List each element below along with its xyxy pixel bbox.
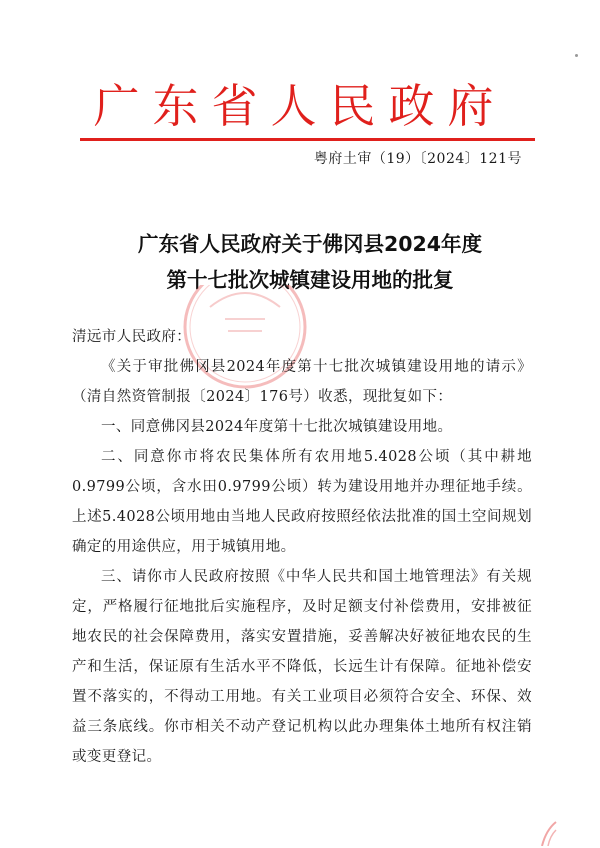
title-line-2: 第十七批次城镇建设用地的批复 bbox=[166, 268, 454, 292]
body-paragraph-1: 一、同意佛冈县2024年度第十七批次城镇建设用地。 bbox=[101, 419, 453, 435]
title-line-1: 广东省人民政府关于佛冈县2024年度 bbox=[137, 232, 483, 256]
salutation: 清远市人民政府： bbox=[72, 329, 192, 345]
body-paragraph-3: 三、请你市人民政府按照《中华人民共和国土地管理法》有关规定，严格履行征地批后实施程序，及时足额支付补偿费用，安排被征地农民的社会保障费用，落实安置措施，妥善解决好被征地农民的生产和生活，保证原有生活水平不降低，长远生计有保障。征地补偿安置不落实的，不得动工用地。有关工业项目必须符合安全、环保、效益三条底线。你市相关不动产登记机构以此办理集体土地所有权注销或变更登记。 bbox=[72, 569, 532, 765]
page-edge-seal-icon bbox=[540, 820, 558, 846]
document-body bbox=[72, 322, 532, 772]
document-title bbox=[60, 226, 560, 298]
issuer-heading: 广东省人民政府 bbox=[93, 79, 507, 133]
red-divider-line bbox=[80, 138, 535, 141]
body-paragraph-2: 二、同意你市将农民集体所有农用地5.4028公顷（其中耕地0.9799公顷，含水田0.9799公顷）转为建设用地并办理征地手续。上述5.4028公顷用地由当地人民政府按照经依法批准的国土空间规划确定的用途供应，用于城镇用地。 bbox=[72, 449, 532, 555]
document-number: 粤府土审（19）〔2024〕121号 bbox=[313, 151, 522, 167]
scan-dot bbox=[575, 54, 578, 57]
body-paragraph-intro: 《关于审批佛冈县2024年度第十七批次城镇建设用地的请示》（清自然资管制报〔2024〕176号）收悉，现批复如下： bbox=[72, 359, 532, 405]
